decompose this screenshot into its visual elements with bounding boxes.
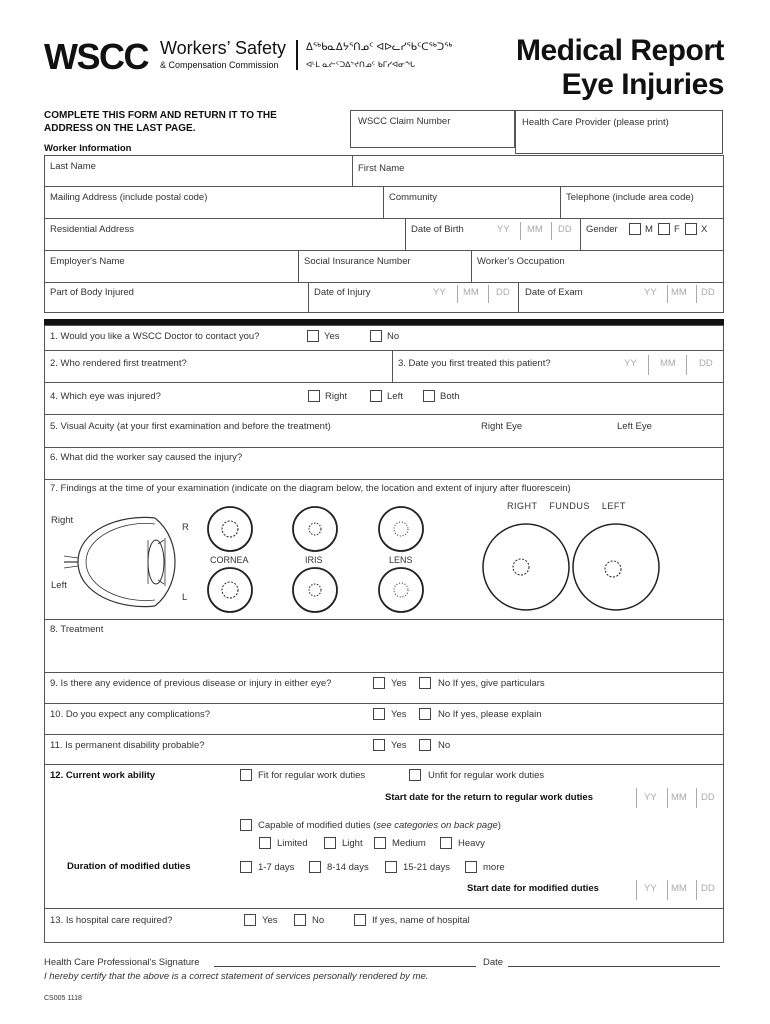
unfit-checkbox[interactable] bbox=[409, 769, 421, 781]
lens-label: LENS bbox=[389, 555, 413, 565]
q4-label: 4. Which eye was injured? bbox=[50, 391, 161, 402]
q10-yes-label: Yes bbox=[391, 709, 407, 720]
exam-dd[interactable]: DD bbox=[701, 287, 715, 298]
date-injury-label: Date of Injury bbox=[314, 287, 371, 298]
q13-no-label: No bbox=[312, 915, 325, 926]
residential-address-field[interactable] bbox=[45, 219, 404, 249]
capable-checkbox[interactable] bbox=[240, 819, 252, 831]
d3-checkbox[interactable] bbox=[385, 861, 397, 873]
d2-label: 8-14 days bbox=[327, 862, 369, 873]
inuktitut-name: ᐃᖅᑲᓇᐃᔭᕐᑎᓄᑦ ᐊᐅᓚᓯᖃᑦᑕᖅᑐᖅ bbox=[306, 42, 453, 53]
q8-label: 8. Treatment bbox=[50, 624, 104, 635]
q1-label: 1. Would you like a WSCC Doctor to contact you? bbox=[50, 331, 260, 342]
q10-no-checkbox[interactable] bbox=[419, 708, 431, 720]
signature-label: Health Care Professional's Signature bbox=[44, 957, 200, 968]
employer-field[interactable] bbox=[45, 251, 297, 281]
wscc-logo: WSCC bbox=[44, 36, 148, 77]
q6-field[interactable] bbox=[45, 448, 723, 478]
q13-hospital-checkbox[interactable] bbox=[354, 914, 366, 926]
exam-mm[interactable]: MM bbox=[671, 287, 687, 298]
q9-yes-checkbox[interactable] bbox=[373, 677, 385, 689]
gender-m-label: M bbox=[645, 224, 653, 235]
q10-label: 10. Do you expect any complications? bbox=[50, 709, 211, 720]
fit-checkbox[interactable] bbox=[240, 769, 252, 781]
q9-label: 9. Is there any evidence of previous disease or injury in either eye? bbox=[50, 678, 332, 689]
employer-label: Employer's Name bbox=[50, 256, 125, 267]
last-name-label: Last Name bbox=[50, 161, 96, 172]
q5-label: 5. Visual Acuity (at your first examination and before the treatment) bbox=[50, 421, 331, 432]
first-name-label: First Name bbox=[358, 163, 405, 174]
q9-no-checkbox[interactable] bbox=[419, 677, 431, 689]
q5-left-eye-label: Left Eye bbox=[617, 421, 652, 432]
start-regular-dd[interactable]: DD bbox=[701, 792, 715, 803]
q13-yes-label: Yes bbox=[262, 915, 278, 926]
start-regular-mm[interactable]: MM bbox=[671, 792, 687, 803]
d2-checkbox[interactable] bbox=[309, 861, 321, 873]
org-name-sub: & Compensation Commission bbox=[160, 60, 279, 70]
medium-label: Medium bbox=[392, 838, 426, 849]
lens-left-diagram[interactable] bbox=[377, 566, 425, 614]
iris-right-diagram[interactable] bbox=[291, 505, 339, 553]
fundus-left-diagram[interactable] bbox=[571, 522, 661, 612]
q11-no-label: No bbox=[438, 740, 451, 751]
fundus-right-diagram[interactable] bbox=[481, 522, 571, 612]
injury-mm[interactable]: MM bbox=[463, 287, 479, 298]
q5-right-eye-label: Right Eye bbox=[481, 421, 523, 432]
q9-no-label: No If yes, give particulars bbox=[438, 678, 545, 689]
start-modified-label: Start date for modified duties bbox=[467, 883, 599, 894]
q1-no-checkbox[interactable] bbox=[370, 330, 382, 342]
occupation-field[interactable] bbox=[472, 251, 723, 281]
occupation-label: Worker's Occupation bbox=[477, 256, 565, 267]
start-modified-dd[interactable]: DD bbox=[701, 883, 715, 894]
exam-yy[interactable]: YY bbox=[644, 287, 657, 298]
body-part-field[interactable] bbox=[45, 283, 307, 312]
form-code: CS005 1118 bbox=[44, 995, 82, 1002]
instructions-line2: ADDRESS ON THE LAST PAGE. bbox=[44, 123, 196, 134]
q11-yes-label: Yes bbox=[391, 740, 407, 751]
q6-label: 6. What did the worker say caused the injury? bbox=[50, 452, 243, 463]
heavy-checkbox[interactable] bbox=[440, 837, 452, 849]
q3-yy[interactable]: YY bbox=[624, 358, 637, 369]
date-label: Date bbox=[483, 957, 504, 968]
telephone-field[interactable] bbox=[561, 187, 723, 217]
cornea-left-diagram[interactable] bbox=[206, 566, 254, 614]
eye-cross-section-diagram[interactable] bbox=[60, 510, 190, 610]
capable-label: Capable of modified duties (see categories on back page) bbox=[258, 820, 501, 831]
q11-yes-checkbox[interactable] bbox=[373, 739, 385, 751]
d4-label: more bbox=[483, 862, 505, 873]
q1-yes-label: Yes bbox=[324, 331, 340, 342]
q3-label: 3. Date you first treated this patient? bbox=[398, 358, 551, 369]
form-subtitle: Eye Injuries bbox=[561, 68, 724, 101]
d4-checkbox[interactable] bbox=[465, 861, 477, 873]
q4-both-label: Both bbox=[440, 391, 460, 402]
claim-number-label: WSCC Claim Number bbox=[358, 116, 451, 127]
dob-label: Date of Birth bbox=[411, 224, 464, 235]
q4-right-label: Right bbox=[325, 391, 348, 402]
dob-dd[interactable]: DD bbox=[558, 224, 572, 235]
start-modified-mm[interactable]: MM bbox=[671, 883, 687, 894]
q13-no-checkbox[interactable] bbox=[294, 914, 306, 926]
logo-divider bbox=[296, 40, 298, 70]
q10-no-label: No If yes, please explain bbox=[438, 709, 542, 720]
telephone-label: Telephone (include area code) bbox=[566, 192, 694, 203]
q3-dd[interactable]: DD bbox=[699, 358, 713, 369]
inuktitut-name-sub: ᐊᒻᒪ ᓇᓖᑦᑐᐃᔾᔪᑎᓄᑦ ᑲᒥᓯᐊᓂᖓ bbox=[306, 60, 416, 69]
start-regular-yy[interactable]: YY bbox=[644, 792, 657, 803]
fit-label: Fit for regular work duties bbox=[258, 770, 366, 781]
first-name-field[interactable] bbox=[353, 156, 723, 185]
injury-yy[interactable]: YY bbox=[433, 287, 446, 298]
start-modified-yy[interactable]: YY bbox=[644, 883, 657, 894]
sin-field[interactable] bbox=[299, 251, 470, 281]
org-name: Workers’ Safety bbox=[160, 38, 287, 58]
gender-label: Gender bbox=[586, 224, 618, 235]
sin-label: Social Insurance Number bbox=[304, 256, 411, 267]
dob-mm[interactable]: MM bbox=[527, 224, 543, 235]
certify-text: I hereby certify that the above is a correct statement of services personally rendered by me. bbox=[44, 971, 429, 982]
q10-yes-checkbox[interactable] bbox=[373, 708, 385, 720]
form-title: Medical Report bbox=[515, 34, 724, 67]
diagram-l-label: L bbox=[182, 592, 188, 603]
q12-label: 12. Current work ability bbox=[50, 770, 156, 781]
last-name-field[interactable] bbox=[45, 156, 351, 185]
medium-checkbox[interactable] bbox=[374, 837, 386, 849]
provider-label: Health Care Provider (please print) bbox=[522, 117, 669, 128]
unfit-label: Unfit for regular work duties bbox=[428, 770, 545, 781]
q1-no-label: No bbox=[387, 331, 400, 342]
q11-label: 11. Is permanent disability probable? bbox=[50, 740, 205, 751]
q1-yes-checkbox[interactable] bbox=[307, 330, 319, 342]
body-part-label: Part of Body Injured bbox=[50, 287, 134, 298]
iris-label: IRIS bbox=[305, 555, 323, 565]
light-checkbox[interactable] bbox=[324, 837, 336, 849]
q2-label: 2. Who rendered first treatment? bbox=[50, 358, 187, 369]
community-label: Community bbox=[389, 192, 438, 203]
d1-checkbox[interactable] bbox=[240, 861, 252, 873]
cornea-label: CORNEA bbox=[210, 555, 249, 565]
mailing-address-field[interactable] bbox=[45, 187, 382, 217]
community-field[interactable] bbox=[384, 187, 559, 217]
q4-both-checkbox[interactable] bbox=[423, 390, 435, 402]
d3-label: 15-21 days bbox=[403, 862, 451, 873]
q13-yes-checkbox[interactable] bbox=[244, 914, 256, 926]
d1-label: 1-7 days bbox=[258, 862, 295, 873]
start-regular-label: Start date for the return to regular work duties bbox=[385, 792, 593, 803]
gender-f-label: F bbox=[674, 224, 680, 235]
light-label: Light bbox=[342, 838, 363, 849]
injury-dd[interactable]: DD bbox=[496, 287, 510, 298]
date-line[interactable] bbox=[508, 966, 720, 967]
q2-field[interactable] bbox=[45, 351, 391, 381]
mailing-address-label: Mailing Address (include postal code) bbox=[50, 192, 208, 203]
gender-f-checkbox[interactable] bbox=[658, 223, 670, 235]
limited-checkbox[interactable] bbox=[259, 837, 271, 849]
q8-field[interactable] bbox=[45, 620, 723, 671]
diagram-right-label: Right bbox=[51, 515, 74, 526]
diagram-r-label: R bbox=[182, 522, 189, 533]
q3-mm[interactable]: MM bbox=[660, 358, 676, 369]
dob-yy[interactable]: YY bbox=[497, 224, 510, 235]
instructions-line1: COMPLETE THIS FORM AND RETURN IT TO THE bbox=[44, 110, 277, 121]
q13-hospital-label: If yes, name of hospital bbox=[372, 915, 470, 926]
gender-x-checkbox[interactable] bbox=[685, 223, 697, 235]
gender-m-checkbox[interactable] bbox=[629, 223, 641, 235]
fundus-header: RIGHT FUNDUS LEFT bbox=[507, 501, 626, 511]
date-exam-label: Date of Exam bbox=[525, 287, 583, 298]
signature-line[interactable] bbox=[214, 966, 476, 967]
heavy-label: Heavy bbox=[458, 838, 485, 849]
q4-left-checkbox[interactable] bbox=[370, 390, 382, 402]
q4-right-checkbox[interactable] bbox=[308, 390, 320, 402]
q11-no-checkbox[interactable] bbox=[419, 739, 431, 751]
q7-label: 7. Findings at the time of your examination (indicate on the diagram below, the location and extent of injury after fluorescein) bbox=[50, 483, 571, 494]
lens-right-diagram[interactable] bbox=[377, 505, 425, 553]
residential-address-label: Residential Address bbox=[50, 224, 134, 235]
iris-left-diagram[interactable] bbox=[291, 566, 339, 614]
q13-label: 13. Is hospital care required? bbox=[50, 915, 173, 926]
q9-yes-label: Yes bbox=[391, 678, 407, 689]
limited-label: Limited bbox=[277, 838, 308, 849]
cornea-right-diagram[interactable] bbox=[206, 505, 254, 553]
gender-x-label: X bbox=[701, 224, 708, 235]
q4-left-label: Left bbox=[387, 391, 403, 402]
duration-label: Duration of modified duties bbox=[67, 861, 191, 872]
diagram-left-label: Left bbox=[51, 580, 67, 591]
worker-section-title: Worker Information bbox=[44, 143, 132, 154]
